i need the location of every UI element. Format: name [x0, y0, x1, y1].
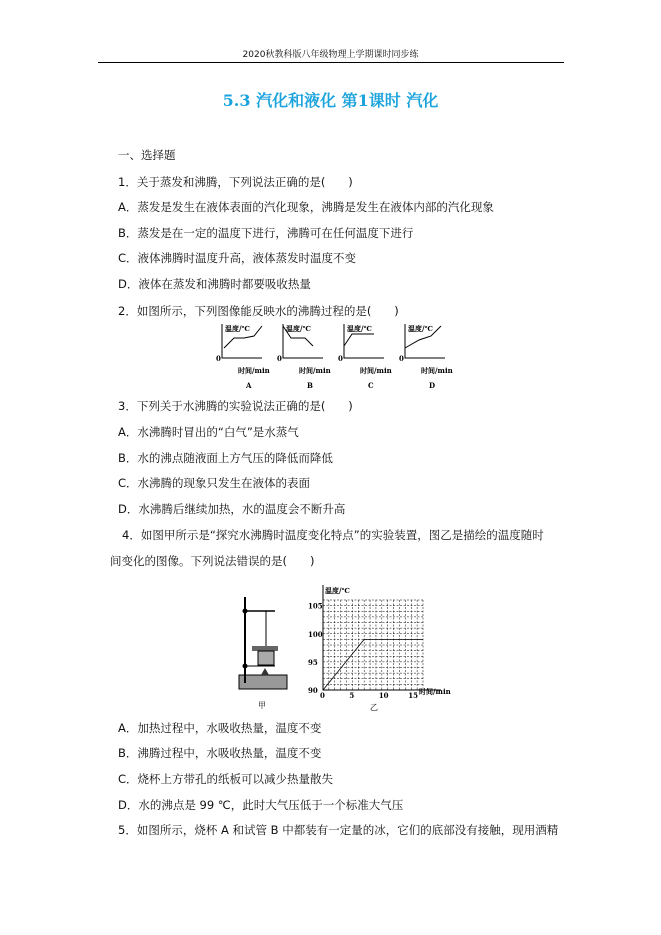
- y-tick-label: 95: [308, 657, 318, 667]
- graph-origin: 0: [277, 354, 282, 363]
- x-tick-label: 15: [408, 691, 418, 700]
- graph-a: [216, 324, 270, 390]
- y-tick-label: 100: [308, 629, 323, 639]
- graph-d: [399, 324, 453, 390]
- fig-jia-label: 甲: [258, 701, 266, 710]
- graph-origin: 0: [338, 354, 343, 363]
- q3-option-b: B．水的沸点随液面上方气压的降低而降低: [118, 451, 333, 465]
- graph-option-label: A: [246, 381, 252, 390]
- graph-xlabel: 时间/min: [421, 366, 453, 375]
- fig-yi-label: 乙: [370, 703, 378, 712]
- section-heading: 一、选择题: [118, 148, 176, 162]
- apparatus-diagram: [239, 597, 287, 710]
- chart-ylabel: 温度/℃: [325, 586, 350, 595]
- q4-stem-line1: 4．如图甲所示是“探究水沸腾时温度变化特点”的实验装置，图乙是描绘的温度随时: [122, 528, 544, 542]
- q2-graphs: [200, 322, 462, 392]
- temperature-time-chart: [308, 585, 451, 712]
- graph-ylabel: 温度/℃: [225, 324, 250, 333]
- q3-option-a: A．水沸腾时冒出的“白气”是水蒸气: [118, 425, 299, 439]
- y-tick-label: 90: [308, 686, 318, 695]
- q4-option-b: B．沸腾过程中，水吸收热量，温度不变: [118, 746, 322, 760]
- graph-c: [338, 324, 392, 390]
- q1-stem: 1．关于蒸发和沸腾，下列说法正确的是( ): [118, 175, 353, 189]
- graph-xlabel: 时间/min: [238, 366, 270, 375]
- q4-option-a: A．加热过程中，水吸收热量，温度不变: [118, 721, 322, 735]
- q4-option-c: C．烧杯上方带孔的纸板可以减少热量散失: [118, 772, 334, 786]
- q2-stem: 2．如图所示，下列图像能反映水的沸腾过程的是( ): [118, 304, 399, 318]
- header-rule: [98, 62, 564, 63]
- page-title: 5.3 汽化和液化 第1课时 汽化: [222, 91, 439, 110]
- graph-origin: 0: [216, 354, 221, 363]
- q1-option-a: A．蒸发是发生在液体表面的汽化现象，沸腾是发生在液体内部的汽化现象: [118, 200, 494, 214]
- graph-xlabel: 时间/min: [299, 366, 331, 375]
- graph-option-label: C: [368, 381, 374, 390]
- q3-option-c: C．水沸腾的现象只发生在液体的表面: [118, 476, 311, 490]
- graph-ylabel: 温度/℃: [408, 324, 433, 333]
- x-tick-label: 10: [378, 691, 389, 700]
- q4-stem-line2: 间变化的图像。下列说法错误的是( ): [110, 554, 315, 568]
- q3-stem: 3．下列关于水沸腾的实验说法正确的是( ): [118, 399, 353, 413]
- q4-option-d: D．水的沸点是 99 ℃，此时大气压低于一个标准大气压: [118, 798, 404, 812]
- q3-option-d: D．水沸腾后继续加热，水的温度会不断升高: [118, 502, 346, 516]
- x-tick-label: 0: [320, 691, 325, 700]
- graph-ylabel: 温度/℃: [286, 324, 311, 333]
- graph-origin: 0: [399, 354, 404, 363]
- q1-option-c: C．液体沸腾时温度升高，液体蒸发时温度不变: [118, 251, 357, 265]
- graph-option-label: B: [307, 381, 313, 390]
- graph-curve: [344, 334, 374, 346]
- q1-option-b: B．蒸发是在一定的温度下进行，沸腾可在任何温度下进行: [118, 226, 414, 240]
- graph-b: [277, 324, 331, 390]
- graph-option-label: D: [429, 381, 436, 390]
- graph-ylabel: 温度/℃: [347, 324, 372, 333]
- x-tick-label: 5: [349, 691, 355, 700]
- q1-option-d: D．液体在蒸发和沸腾时都要吸收热量: [118, 277, 311, 291]
- boiling-curve: [323, 639, 423, 690]
- q4-figures: [225, 585, 465, 715]
- graph-xlabel: 时间/min: [360, 366, 392, 375]
- y-tick-label: 105: [308, 601, 323, 611]
- page-header: 2020秋教科版八年级物理上学期课时同步练: [242, 50, 419, 60]
- chart-xlabel: 时间/min: [419, 687, 451, 696]
- q5-stem: 5．如图所示，烧杯 A 和试管 B 中都装有一定量的冰，它们的底部没有接触，现用酒精: [118, 823, 559, 837]
